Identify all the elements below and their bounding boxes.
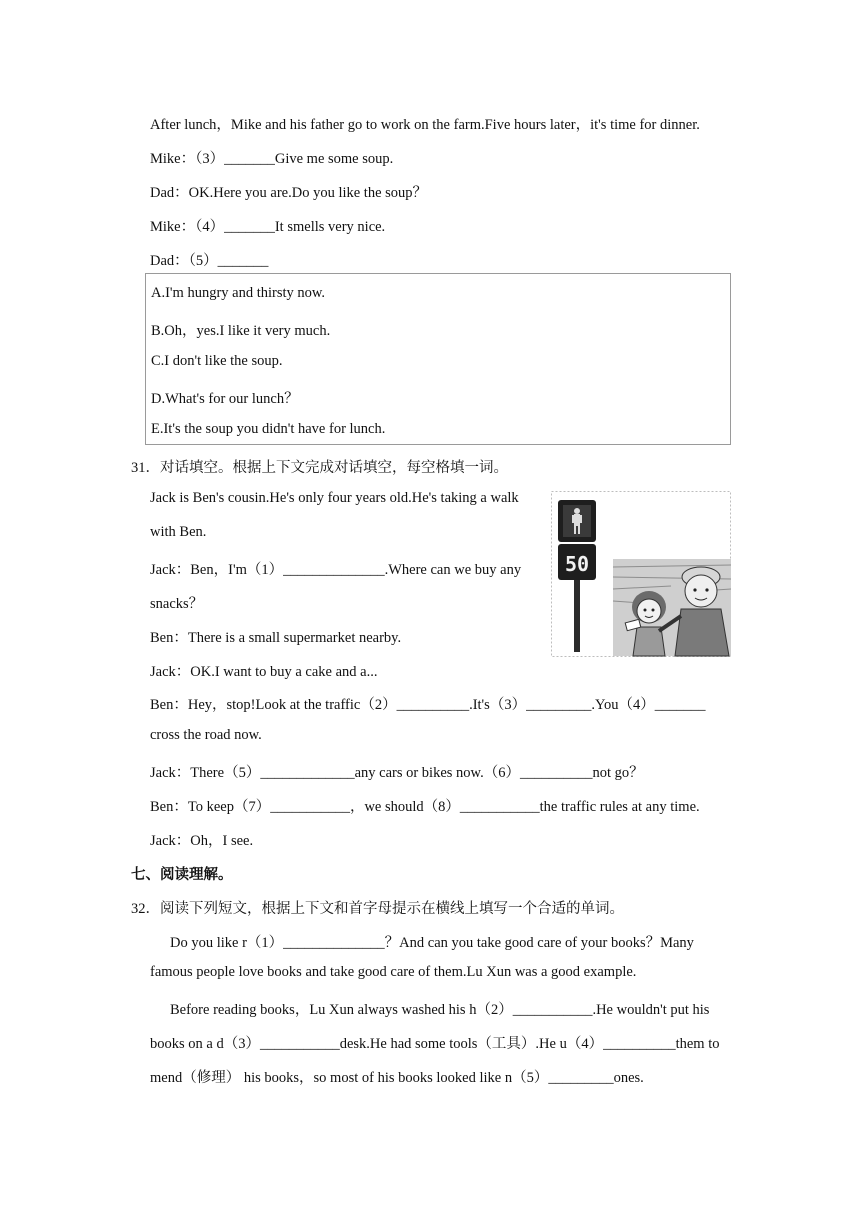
section-title: 七、阅读理解。: [131, 867, 233, 883]
question-32-title: 32．阅读下列短文，根据上下文和首字母提示在横线上填写一个合适的单词。: [131, 901, 624, 917]
story-intro: After lunch，Mike and his father go to work on the farm.Five hours later，it's time for dinner.: [150, 117, 700, 133]
passage-line: books on a d（3）___________desk.He had some tools（工具）.He u（4）__________them to: [150, 1036, 720, 1052]
countdown-number: 50: [564, 552, 590, 576]
dialogue-line: cross the road now.: [150, 727, 262, 743]
passage-line: famous people love books and take good care of them.Lu Xun was a good example.: [150, 964, 637, 980]
passage-line: mend（修理） his books，so most of his books looked like n（5）_________ones.: [150, 1070, 644, 1086]
dialogue-line: Dad：OK.Here you are.Do you like the soup？: [150, 185, 428, 201]
dialogue-line: Mike：（3）_______Give me some soup.: [150, 151, 394, 167]
dialogue-line: Jack：Oh，I see.: [150, 833, 254, 849]
question-31-title: 31．对话填空。根据上下文完成对话填空，每空格填一词。: [131, 460, 508, 476]
dialogue-line: Mike：（4）_______It smells very nice.: [150, 219, 386, 235]
traffic-light-illustration: [551, 491, 731, 657]
option-a: A.I'm hungry and thirsty now.: [151, 285, 326, 301]
option-b: B.Oh，yes.I like it very much.: [151, 323, 331, 339]
option-e: E.It's the soup you didn't have for lunch.: [151, 421, 386, 437]
dialogue-line: Dad：（5）_______: [150, 253, 269, 269]
option-d: D.What's for our lunch？: [151, 391, 299, 407]
dialogue-line: Ben：Hey，stop!Look at the traffic（2）__________.It's（3）_________.You（4）_______: [150, 697, 706, 713]
dialogue-line: snacks？: [150, 596, 204, 612]
options-box: [145, 273, 731, 445]
dialogue-line: Jack is Ben's cousin.He's only four years old.He's taking a walk: [150, 490, 519, 506]
dialogue-line: Ben：To keep（7）___________，we should（8）___________the traffic rules at any time.: [150, 799, 700, 815]
passage-line: Before reading books，Lu Xun always washed his h（2）___________.He wouldn't put his: [170, 1002, 710, 1018]
passage-line: Do you like r（1）______________？And can you take good care of your books？Many: [170, 935, 694, 951]
dialogue-line: Jack：Ben，I'm（1）______________.Where can we buy any: [150, 562, 522, 578]
dialogue-line: Jack：There（5）_____________any cars or bikes now.（6）__________not go？: [150, 765, 644, 781]
dialogue-line: Ben：There is a small supermarket nearby.: [150, 630, 402, 646]
dialogue-line: Jack：OK.I want to buy a cake and a...: [150, 664, 378, 680]
option-c: C.I don't like the soup.: [151, 353, 283, 369]
dialogue-line: with Ben.: [150, 524, 207, 540]
